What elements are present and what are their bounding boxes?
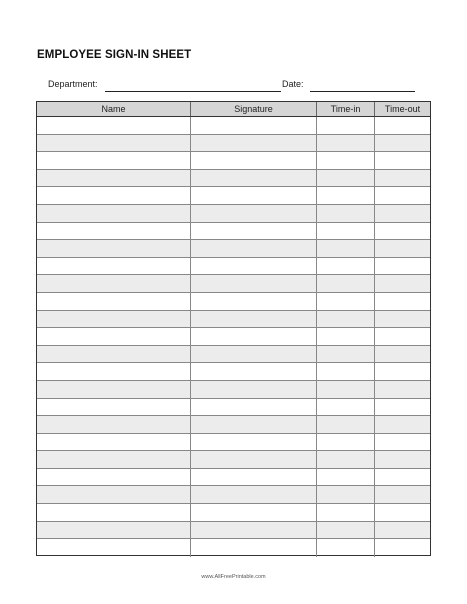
signature-cell[interactable] (191, 522, 317, 539)
time-out-cell[interactable] (375, 522, 430, 539)
time-in-cell[interactable] (317, 486, 375, 503)
table-row (37, 363, 430, 381)
signature-cell[interactable] (191, 152, 317, 169)
date-label: Date: (282, 79, 304, 89)
signature-cell[interactable] (191, 451, 317, 468)
table-row (37, 416, 430, 434)
time-in-cell[interactable] (317, 346, 375, 363)
table-row (37, 346, 430, 364)
time-out-cell[interactable] (375, 117, 430, 134)
time-out-cell[interactable] (375, 539, 430, 557)
name-cell[interactable] (37, 381, 191, 398)
signature-cell[interactable] (191, 117, 317, 134)
table-row (37, 205, 430, 223)
column-header-time-in: Time-in (317, 102, 375, 116)
time-in-cell[interactable] (317, 135, 375, 152)
department-label: Department: (48, 79, 98, 89)
signature-cell[interactable] (191, 363, 317, 380)
date-field[interactable] (310, 91, 415, 92)
name-cell[interactable] (37, 275, 191, 292)
name-cell[interactable] (37, 399, 191, 416)
signature-cell[interactable] (191, 434, 317, 451)
signature-cell[interactable] (191, 135, 317, 152)
table-row (37, 240, 430, 258)
table-row (37, 258, 430, 276)
time-out-cell[interactable] (375, 258, 430, 275)
name-cell[interactable] (37, 469, 191, 486)
time-in-cell[interactable] (317, 469, 375, 486)
time-in-cell[interactable] (317, 187, 375, 204)
time-out-cell[interactable] (375, 205, 430, 222)
time-in-cell[interactable] (317, 240, 375, 257)
footer-url: www.AllFreePrintable.com (201, 574, 266, 580)
name-cell[interactable] (37, 258, 191, 275)
time-out-cell[interactable] (375, 223, 430, 240)
time-out-cell[interactable] (375, 381, 430, 398)
time-in-cell[interactable] (317, 504, 375, 521)
table-row (37, 469, 430, 487)
signature-cell[interactable] (191, 275, 317, 292)
time-in-cell[interactable] (317, 416, 375, 433)
table-row (37, 522, 430, 540)
time-out-cell[interactable] (375, 416, 430, 433)
name-cell[interactable] (37, 486, 191, 503)
time-in-cell[interactable] (317, 293, 375, 310)
name-cell[interactable] (37, 346, 191, 363)
table-row (37, 311, 430, 329)
time-out-cell[interactable] (375, 275, 430, 292)
name-cell[interactable] (37, 363, 191, 380)
name-cell[interactable] (37, 135, 191, 152)
signature-cell[interactable] (191, 240, 317, 257)
column-header-time-out: Time-out (384, 104, 421, 114)
signature-cell[interactable] (191, 381, 317, 398)
time-in-cell[interactable] (317, 363, 375, 380)
signature-cell[interactable] (191, 504, 317, 521)
name-cell[interactable] (37, 522, 191, 539)
name-cell[interactable] (37, 434, 191, 451)
table-row (37, 170, 430, 188)
table-row (37, 223, 430, 241)
signature-cell[interactable] (191, 539, 317, 557)
table-row (37, 152, 430, 170)
table-row (37, 275, 430, 293)
time-in-cell[interactable] (317, 399, 375, 416)
name-cell[interactable] (37, 293, 191, 310)
table-row (37, 187, 430, 205)
header-fields (48, 77, 415, 93)
time-out-cell[interactable] (375, 346, 430, 363)
time-in-cell[interactable] (317, 434, 375, 451)
table-row (37, 328, 430, 346)
table-row (37, 504, 430, 522)
table-row (37, 539, 430, 557)
name-cell[interactable] (37, 223, 191, 240)
department-field[interactable] (105, 91, 281, 92)
name-cell[interactable] (37, 328, 191, 345)
time-out-cell[interactable] (375, 170, 430, 187)
sign-in-table (36, 101, 431, 556)
time-in-cell[interactable] (317, 381, 375, 398)
name-cell[interactable] (37, 117, 191, 134)
time-out-cell[interactable] (375, 504, 430, 521)
time-out-cell[interactable] (375, 399, 430, 416)
column-header-name: Name (37, 102, 191, 116)
time-out-cell[interactable] (375, 240, 430, 257)
time-in-cell[interactable] (317, 328, 375, 345)
name-cell[interactable] (37, 539, 191, 557)
name-cell[interactable] (37, 152, 191, 169)
time-out-cell[interactable] (375, 328, 430, 345)
signature-cell[interactable] (191, 293, 317, 310)
name-cell[interactable] (37, 170, 191, 187)
signature-cell[interactable] (191, 187, 317, 204)
signature-cell[interactable] (191, 170, 317, 187)
signature-cell[interactable] (191, 486, 317, 503)
signature-cell[interactable] (191, 311, 317, 328)
name-cell[interactable] (37, 451, 191, 468)
time-out-cell[interactable] (375, 152, 430, 169)
time-in-cell[interactable] (317, 223, 375, 240)
time-out-cell[interactable] (375, 311, 430, 328)
time-in-cell[interactable] (317, 117, 375, 134)
signature-cell[interactable] (191, 258, 317, 275)
name-cell[interactable] (37, 311, 191, 328)
table-row (37, 117, 430, 135)
signature-cell[interactable] (191, 469, 317, 486)
page-title: EMPLOYEE SIGN-IN SHEET (37, 49, 192, 61)
time-out-cell[interactable] (375, 293, 430, 310)
time-in-cell[interactable] (317, 451, 375, 468)
time-out-cell[interactable] (375, 469, 430, 486)
name-cell[interactable] (37, 205, 191, 222)
time-out-cell[interactable] (375, 363, 430, 380)
time-in-cell[interactable] (317, 311, 375, 328)
table-body (37, 117, 430, 555)
name-cell[interactable] (37, 187, 191, 204)
table-row (37, 434, 430, 452)
table-row (37, 135, 430, 153)
time-out-cell[interactable] (375, 486, 430, 503)
table-header (37, 102, 430, 117)
table-row (37, 399, 430, 417)
time-out-cell[interactable] (375, 135, 430, 152)
signature-cell[interactable] (191, 205, 317, 222)
time-out-cell[interactable] (375, 451, 430, 468)
time-in-cell[interactable] (317, 170, 375, 187)
table-row (37, 486, 430, 504)
table-row (37, 451, 430, 469)
time-in-cell[interactable] (317, 522, 375, 539)
name-cell[interactable] (37, 504, 191, 521)
name-cell[interactable] (37, 240, 191, 257)
time-in-cell[interactable] (317, 152, 375, 169)
time-in-cell[interactable] (317, 258, 375, 275)
signature-cell[interactable] (191, 223, 317, 240)
signature-cell[interactable] (191, 346, 317, 363)
name-cell[interactable] (37, 416, 191, 433)
signature-cell[interactable] (191, 416, 317, 433)
time-in-cell[interactable] (317, 275, 375, 292)
signature-cell[interactable] (191, 399, 317, 416)
time-out-cell[interactable] (375, 187, 430, 204)
time-out-cell[interactable] (375, 434, 430, 451)
table-row (37, 293, 430, 311)
signature-cell[interactable] (191, 328, 317, 345)
column-header-signature: Signature (191, 102, 317, 116)
time-in-cell[interactable] (317, 205, 375, 222)
time-in-cell[interactable] (317, 539, 375, 557)
table-row (37, 381, 430, 399)
